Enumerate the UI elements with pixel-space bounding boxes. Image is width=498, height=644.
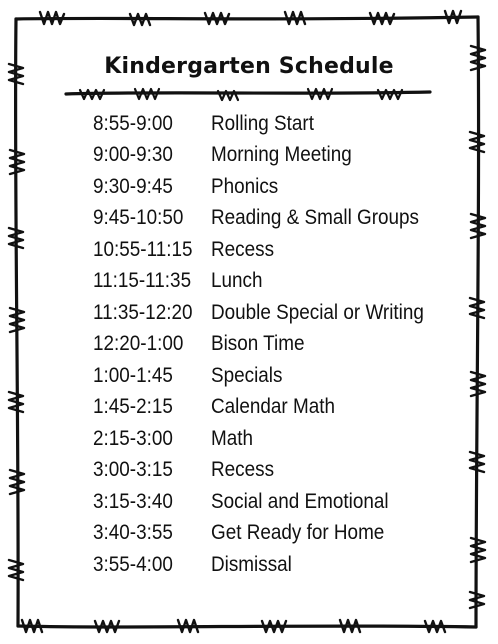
schedule-time: 3:15-3:40 [93, 489, 173, 513]
schedule-time: 3:55-4:00 [93, 552, 173, 576]
schedule-activity: Calendar Math [211, 395, 335, 419]
schedule-time: 9:45-10:50 [93, 206, 184, 230]
schedule-time: 9:30-9:45 [93, 174, 173, 198]
schedule-row [93, 549, 463, 581]
schedule-activity: Bison Time [211, 332, 305, 356]
schedule-time: 1:45-2:15 [93, 395, 173, 419]
schedule-activity: Morning Meeting [211, 143, 352, 167]
schedule-row [93, 266, 463, 298]
schedule-time: 12:20-1:00 [93, 332, 184, 356]
schedule-activity: Recess [211, 237, 275, 261]
schedule-row [93, 455, 463, 487]
schedule-row [93, 108, 463, 140]
schedule-activity: Double Special or Writing [211, 300, 424, 324]
schedule-activity: Specials [211, 363, 283, 387]
schedule-row [93, 518, 463, 550]
page-title: Kindergarten Schedule [104, 54, 394, 79]
schedule-row [93, 392, 463, 424]
schedule-activity: Social and Emotional [211, 489, 389, 513]
schedule-row [93, 297, 463, 329]
schedule-activity: Dismissal [211, 552, 292, 576]
schedule-time: 3:40-3:55 [93, 521, 173, 545]
title-underline-squiggle-icon [0, 0, 498, 120]
schedule-time: 2:15-3:00 [93, 426, 173, 450]
schedule-time: 3:00-3:15 [93, 458, 173, 482]
schedule-activity: Phonics [211, 174, 279, 198]
schedule-activity: Math [211, 426, 254, 450]
schedule-row [93, 140, 463, 172]
schedule-time: 11:35-12:20 [93, 300, 193, 324]
schedule-row [93, 423, 463, 455]
schedule-list [93, 108, 463, 581]
schedule-row [93, 171, 463, 203]
schedule-time: 1:00-1:45 [93, 363, 173, 387]
schedule-activity: Rolling Start [211, 111, 314, 135]
schedule-activity: Recess [211, 458, 275, 482]
schedule-row [93, 234, 463, 266]
schedule-row [93, 486, 463, 518]
schedule-row [93, 360, 463, 392]
schedule-activity: Lunch [211, 269, 263, 293]
schedule-row [93, 329, 463, 361]
schedule-activity: Get Ready for Home [211, 521, 385, 545]
schedule-time: 8:55-9:00 [93, 111, 173, 135]
schedule-row [93, 203, 463, 235]
schedule-time: 11:15-11:35 [93, 269, 192, 293]
schedule-time: 9:00-9:30 [93, 143, 173, 167]
schedule-time: 10:55-11:15 [93, 237, 193, 261]
schedule-activity: Reading & Small Groups [211, 206, 420, 230]
